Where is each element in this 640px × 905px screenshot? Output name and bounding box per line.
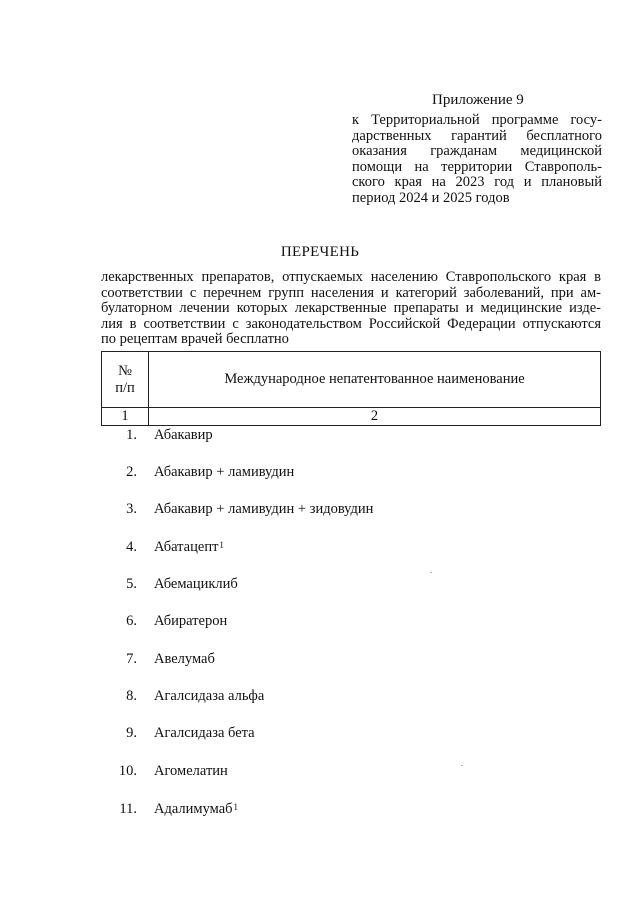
item-name-text: Абиратерон — [154, 613, 228, 629]
item-number: 5. — [126, 576, 137, 592]
document-subtitle — [101, 270, 601, 348]
item-number: 4. — [126, 539, 137, 555]
list-item — [101, 799, 601, 819]
scan-speck — [461, 765, 463, 766]
item-number: 2. — [126, 464, 137, 480]
column-number-row — [101, 407, 601, 426]
appendix-line: оказания гражданам медицинской — [352, 143, 602, 159]
list-item — [101, 499, 601, 519]
appendix-line: ского края на 2023 год и плановый — [352, 174, 602, 190]
appendix-title: Приложение 9 — [432, 92, 524, 108]
subtitle-line: лекарственных препаратов, отпускаемых населению Ставропольского края в — [101, 269, 601, 285]
item-name — [154, 462, 294, 482]
header-num-symbol: № — [118, 362, 132, 379]
item-name — [154, 537, 224, 557]
item-name-text: Абакавир — [154, 427, 213, 443]
column-number-1: 1 — [102, 408, 149, 425]
item-name — [154, 425, 213, 445]
list-item — [101, 537, 601, 557]
appendix-description — [352, 113, 602, 206]
subtitle-line: соответствии с перечнем групп населения и категорий заболеваний, при ам- — [101, 284, 601, 301]
item-name — [154, 799, 238, 819]
appendix-line: дарственных гарантий бесплатного — [352, 127, 602, 144]
item-number: 1. — [126, 427, 137, 443]
document-title: ПЕРЕЧЕНЬ — [280, 244, 360, 260]
header-name-cell: Международное непатентованное наименование — [224, 371, 525, 387]
footnote-marker: 1 — [219, 540, 224, 550]
item-number: 10. — [118, 763, 137, 779]
item-name — [154, 574, 238, 594]
list-table-header — [101, 351, 601, 426]
footnote-marker: 1 — [233, 802, 239, 812]
item-name — [154, 686, 264, 706]
item-name-text: Авелумаб — [154, 651, 215, 667]
subtitle-line: булаторном лечении которых лекарственные препараты и медицинские изде- — [101, 300, 601, 316]
item-name-text: Агомелатин — [154, 763, 228, 779]
list-item — [101, 686, 601, 706]
item-name-text: Адалимумаб — [154, 801, 233, 817]
item-name — [154, 611, 227, 631]
item-number: 3. — [126, 501, 137, 517]
item-name — [154, 761, 228, 781]
list-item — [101, 649, 601, 669]
scan-speck — [430, 572, 432, 573]
item-name-text: Абатацепт — [154, 539, 219, 555]
appendix-line: период 2024 и 2025 годов — [352, 189, 510, 206]
item-number: 7. — [126, 651, 137, 667]
item-number: 11. — [119, 801, 137, 817]
subtitle-line: лия в соответствии с законодательством Российской Федерации отпускаются — [101, 315, 601, 332]
item-name — [154, 649, 215, 669]
list-item — [101, 611, 601, 631]
column-number-2: 2 — [370, 408, 379, 424]
list-item — [101, 574, 601, 594]
item-name — [154, 499, 373, 519]
item-name-text: Агалсидаза бета — [154, 725, 255, 741]
item-name — [154, 723, 255, 743]
list-item — [101, 462, 601, 482]
item-name-text: Абемациклиб — [154, 576, 238, 592]
header-num-cell — [102, 352, 149, 407]
appendix-line: к Территориальной программе госу- — [352, 112, 602, 128]
item-name-text: Агалсидаза альфа — [154, 688, 265, 704]
appendix-line: помощи на территории Ставрополь- — [352, 158, 602, 175]
item-number: 6. — [126, 613, 137, 629]
list-item — [101, 723, 601, 743]
item-name-text: Абакавир + ламивудин — [154, 464, 295, 480]
subtitle-line: по рецептам врачей бесплатно — [101, 331, 289, 347]
header-num-abbrev: п/п — [115, 379, 135, 396]
item-number: 9. — [126, 725, 137, 741]
list-item — [101, 425, 601, 445]
table-header-row — [101, 351, 601, 407]
item-name-text: Абакавир + ламивудин + зидовудин — [154, 501, 374, 517]
item-number: 8. — [126, 688, 137, 704]
list-item — [101, 761, 601, 781]
